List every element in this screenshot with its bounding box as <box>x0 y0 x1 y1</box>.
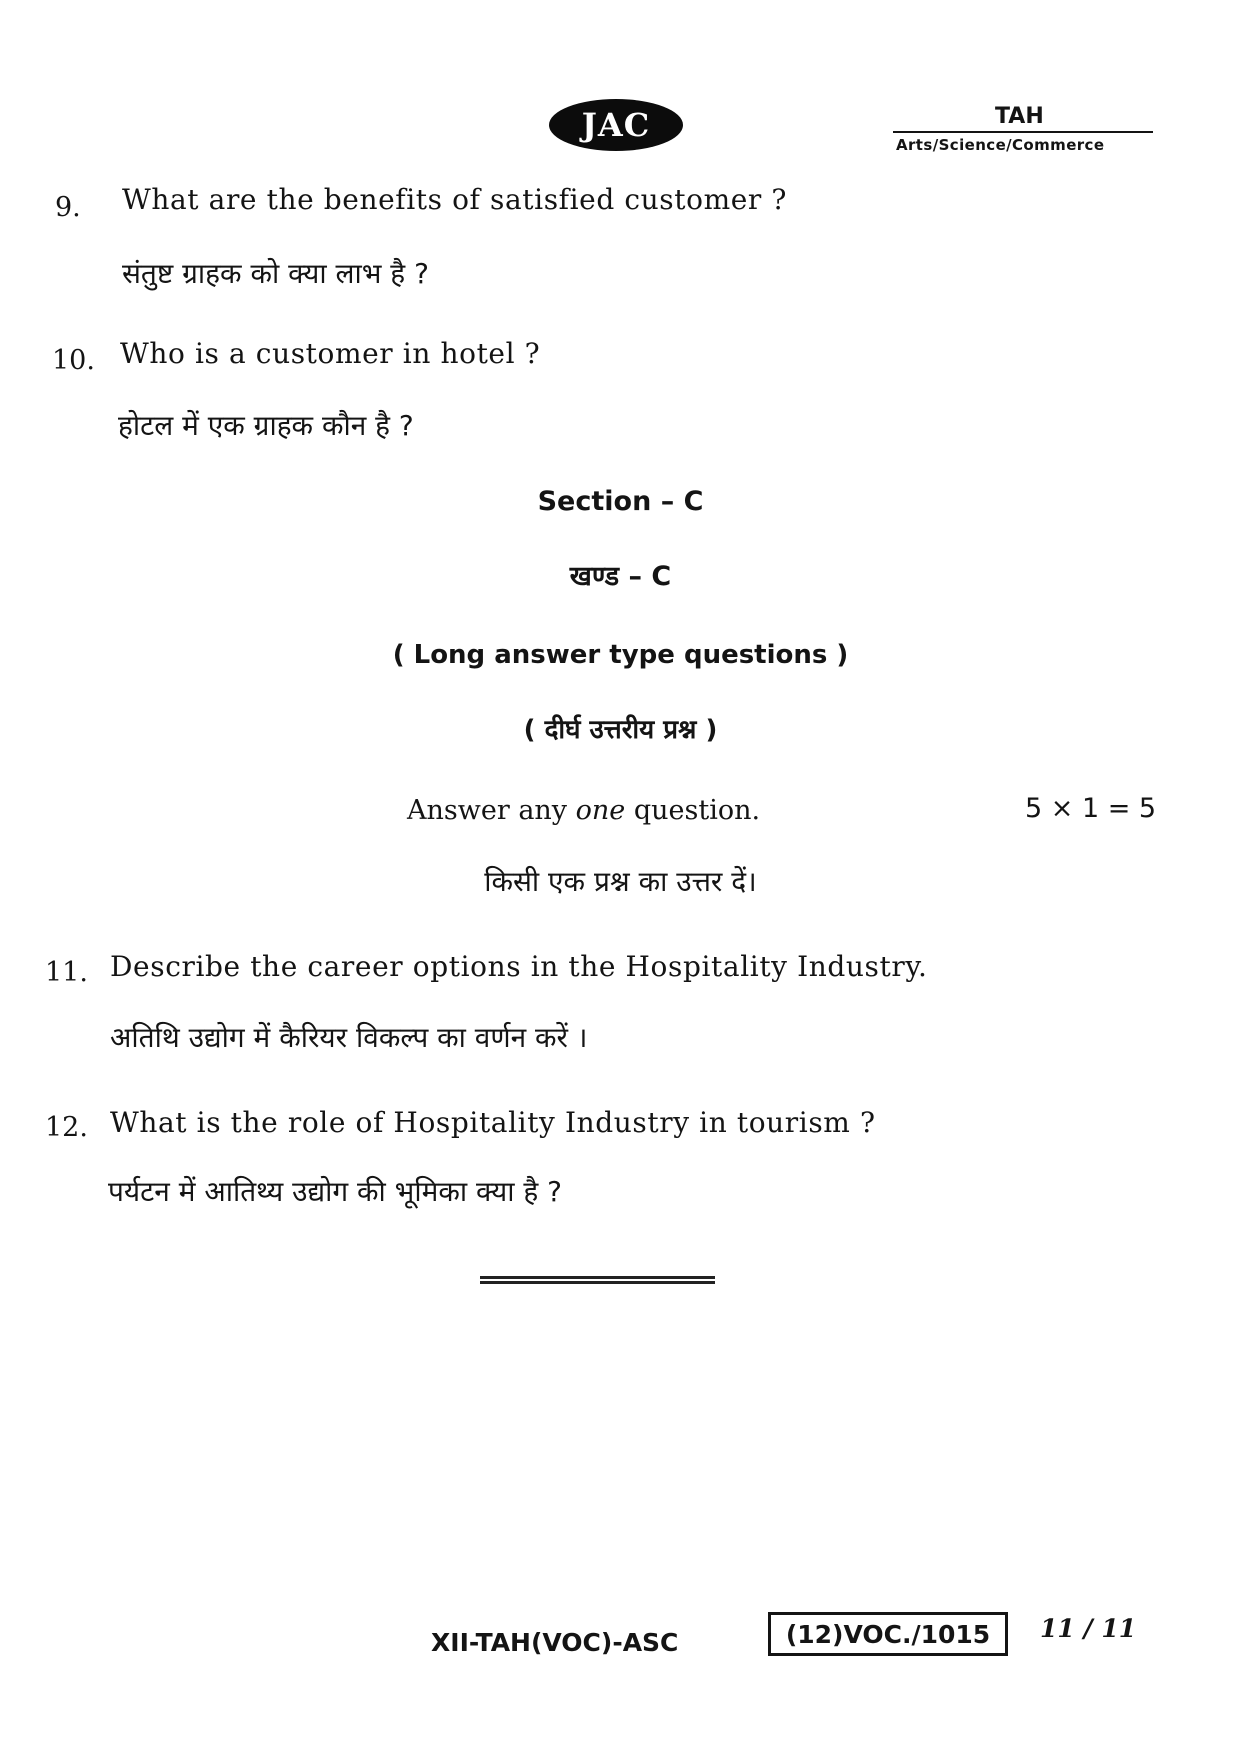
boxed-paper-code: (12)VOC./1015 <box>768 1612 1008 1656</box>
question-text: Describe the career options in the Hospitality Industry. <box>110 950 928 983</box>
question-text-hindi: अतिथि उद्योग में कैरियर विकल्प का वर्णन करें । <box>110 1021 588 1054</box>
question-type-hindi: ( दीर्घ उत्तरीय प्रश्न ) <box>523 715 718 745</box>
question-text-hindi: होटल में एक ग्राहक कौन है ? <box>118 409 414 442</box>
answer-instruction-hindi: किसी एक प्रश्न का उत्तर दें। <box>484 865 757 898</box>
question-text: Who is a customer in hotel ? <box>120 337 541 370</box>
paper-code: XII-TAH(VOC)-ASC <box>431 1628 679 1657</box>
marks-allocation: 5 × 1 = 5 <box>1025 793 1157 824</box>
section-title-hindi: खण्ड – C <box>569 561 672 592</box>
question-text: What are the benefits of satisfied customer ? <box>122 183 787 216</box>
answer-instruction: Answer any one question. <box>407 795 761 826</box>
question-type: ( Long answer type questions ) <box>392 640 849 670</box>
page-number: 11 / 11 <box>1040 1614 1137 1643</box>
question-number: 9. <box>55 192 81 223</box>
question-number: 10. <box>52 345 95 376</box>
end-of-paper-rule <box>480 1276 715 1284</box>
question-number: 12. <box>45 1112 88 1143</box>
question-text: What is the role of Hospitality Industry in tourism ? <box>110 1106 876 1139</box>
question-text-hindi: संतुष्ट ग्राहक को क्या लाभ है ? <box>122 257 429 290</box>
section-title: Section – C <box>537 486 704 517</box>
jac-logo: JAC <box>549 99 683 151</box>
stream-list: Arts/Science/Commerce <box>896 136 1105 154</box>
header-divider <box>893 131 1153 133</box>
question-number: 11. <box>45 957 88 988</box>
question-text-hindi: पर्यटन में आतिथ्य उद्योग की भूमिका क्या है ? <box>108 1175 563 1208</box>
subject-code: TAH <box>995 104 1044 129</box>
